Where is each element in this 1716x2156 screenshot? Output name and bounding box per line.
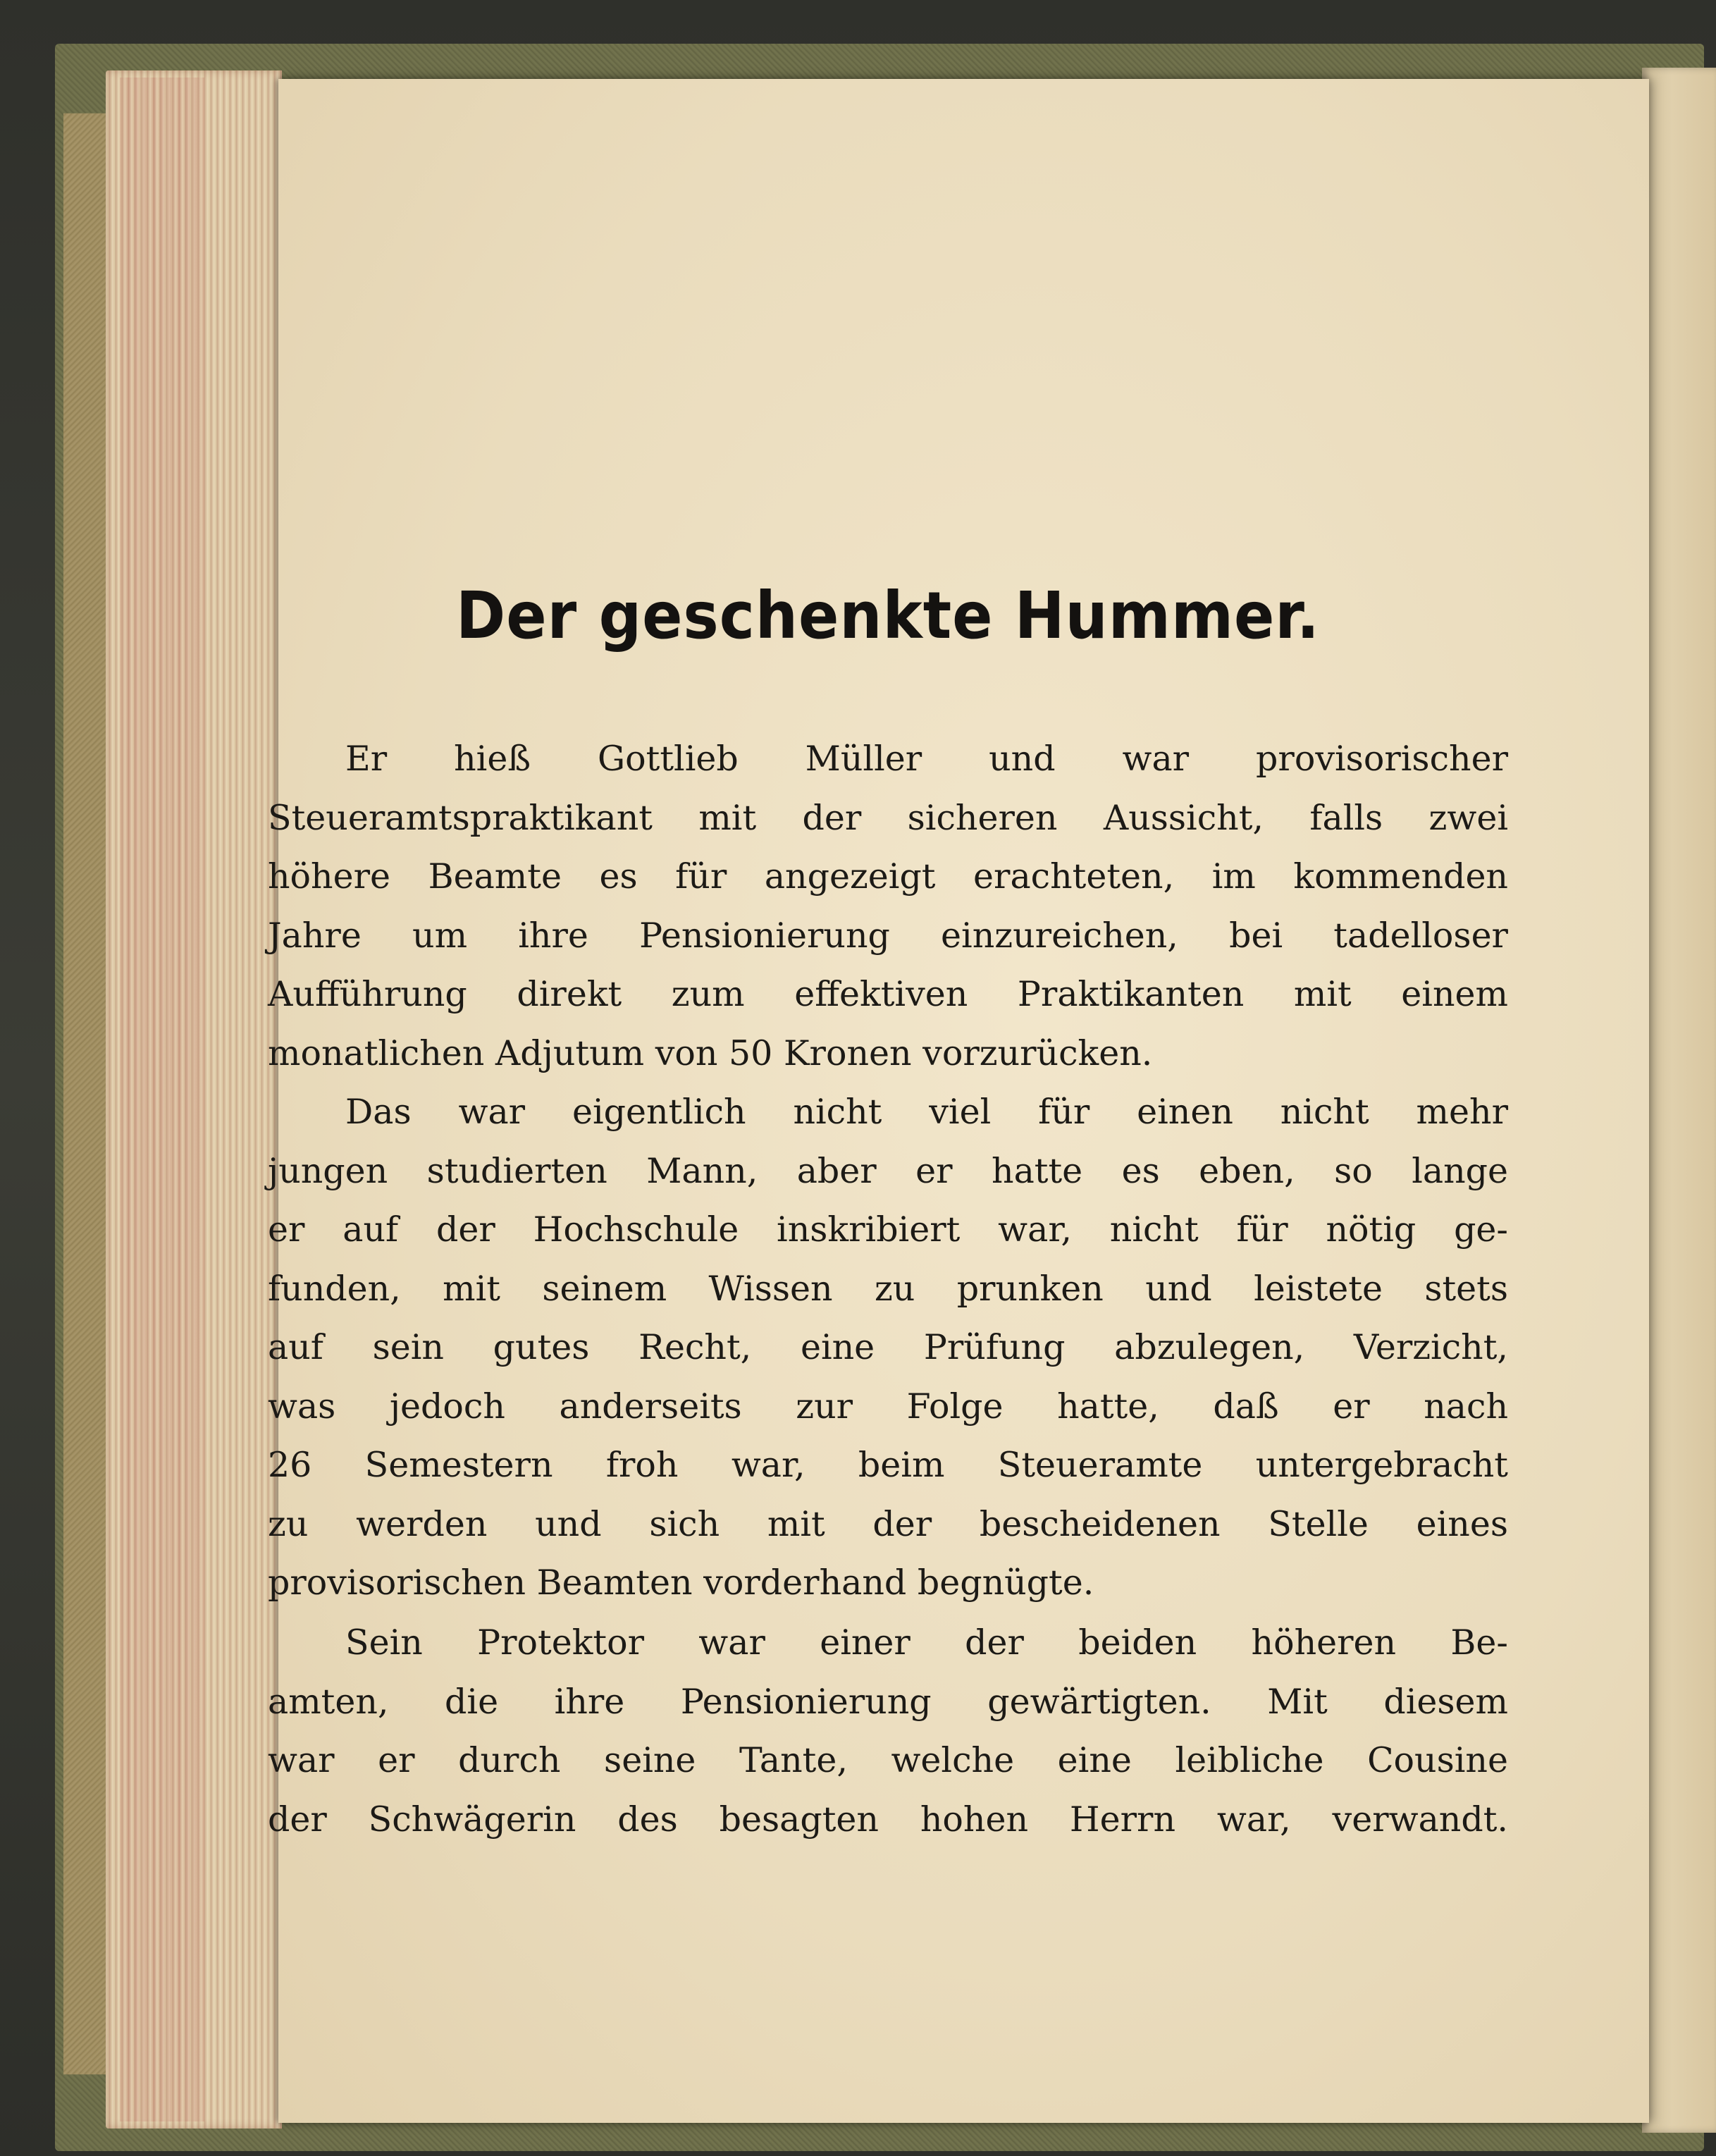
text-line: zu werden und sich mit der bescheidenen Stelle eines: [268, 1503, 1508, 1544]
text-line: monatlichen Adjutum von 50 Kronen vorzurücken.: [268, 1033, 1153, 1073]
text-line: er auf der Hochschule inskribiert war, nicht für nötig ge-: [268, 1209, 1508, 1250]
paragraph-2: [268, 1083, 1508, 1613]
text-line: der Schwägerin des besagten hohen Herrn war, verwandt.: [268, 1799, 1508, 1840]
text-line: Aufführung direkt zum effektiven Praktikanten mit einem: [268, 974, 1508, 1014]
text-line: Er hieß Gottlieb Müller und war provisorischer: [345, 739, 1508, 779]
text-line: 26 Semestern froh war, beim Steueramte untergebracht: [268, 1445, 1508, 1485]
paragraph-3: [268, 1613, 1508, 1849]
text-line: was jedoch anderseits zur Folge hatte, daß er nach: [268, 1386, 1508, 1427]
text-line: auf sein gutes Recht, eine Prüfung abzulegen, Verzicht,: [268, 1327, 1508, 1367]
text-line: funden, mit seinem Wissen zu prunken und leistete stets: [268, 1268, 1508, 1309]
text-line: Steueramtspraktikant mit der sicheren Aussicht, falls zwei: [268, 797, 1508, 838]
text-line: Das war eigentlich nicht viel für einen nicht mehr: [345, 1092, 1508, 1132]
text-line: jungen studierten Mann, aber er hatte es eben, so lange: [268, 1150, 1508, 1191]
text-line: Sein Protektor war einer der beiden höheren Be-: [345, 1622, 1508, 1663]
text-line: amten, die ihre Pensionierung gewärtigten. Mit diesem: [268, 1681, 1508, 1722]
red-page-edge: [120, 78, 204, 2121]
text-line: provisorischen Beamten vorderhand begnügte.: [268, 1563, 1094, 1603]
text-line: höhere Beamte es für angezeigt erachteten, im kommenden: [268, 856, 1508, 897]
paragraph-1: [268, 729, 1508, 1083]
text-line: war er durch seine Tante, welche eine leibliche Cousine: [268, 1740, 1508, 1780]
facing-page-edge: [1642, 68, 1716, 2133]
chapter-title: Der geschenkte Hummer.: [456, 578, 1320, 653]
text-line: Jahre um ihre Pensionierung einzureichen, bei tadelloser: [268, 915, 1508, 956]
